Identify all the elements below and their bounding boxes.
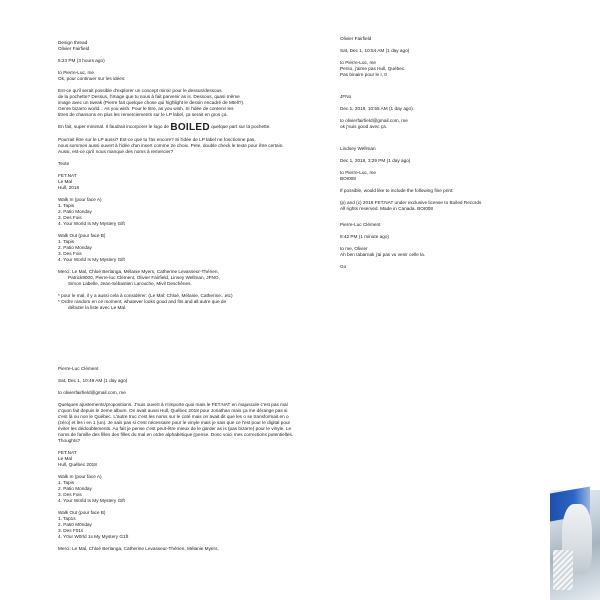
body-line: Thoughts? <box>58 438 81 443</box>
email-pierre-luc <box>58 366 330 552</box>
body-line: de la pochette? Dessus, l'image que tu nous à fait parvenir as is. Dessous, quasi même <box>58 94 240 99</box>
body-line: ok j'suis good avec ça. <box>340 124 388 129</box>
body-line: noms de famille des filles des filles du mal en ordre alphabétique j'pense. Donc voici mes corrections potentielles. <box>58 432 294 437</box>
body-line: titres de chansons en plus les remerciements sur le LP label, ça serait en gros ça. <box>58 112 228 117</box>
track: 2. Patio Monday <box>58 486 92 491</box>
note-line: * pour le mal, il y a aussi cela à considérer: (Le Mal: Chloé, Mélanie, Catherine...etc) <box>58 293 233 298</box>
body-line: Pas binaire pour le I, 0 <box>340 72 387 77</box>
track: 1. Tap1s <box>58 516 76 521</box>
album-place: Hull, 2018 <box>58 185 80 190</box>
track: 3. Des Fois <box>58 215 82 220</box>
track: 2. Patio Monday <box>58 209 92 214</box>
body-line: c'est là ou non le Québec. L'autre truc c'est les noms sur le coté mais on avait dit que les o se transformait en o <box>58 414 289 419</box>
timestamp: Sat, Dec 1, 10:49 AM (1 day ago) <box>58 378 128 383</box>
sender-name: Pierre-Luc Clément <box>58 366 99 371</box>
walk-out-title: Walk Out (pour face B) <box>58 233 106 238</box>
timestamp: 5:23 PM (3 hours ago) <box>58 58 105 63</box>
timestamp: Dec 1, 2018, 3:29 PM (1 day ago) <box>340 158 411 163</box>
walk-out-title: Walk Out (pour face B) <box>58 510 106 515</box>
boiled-post: quelque part sur la pochette. <box>211 124 271 129</box>
track: 4. Your World Is My Mystery Gift <box>58 221 125 226</box>
note-line: * Ordre random en ce moment, whatever looks good and fits and all autre que de <box>58 299 227 304</box>
track: 1. Tapis <box>58 239 75 244</box>
track: 3. Des Fois <box>58 251 82 256</box>
body-line: Perso, j'aime pas Hull, Québec. <box>340 66 406 71</box>
right-thread <box>340 36 585 270</box>
intro-text: Ok, pour continuer sur les idées: <box>58 76 126 81</box>
sender-name: Lindsey Wellman <box>340 146 376 151</box>
fine-print: (p) and (c) 2019 FET.NAT under exclusive license to Boiled Records <box>340 200 482 205</box>
recipients: to olivierfairfield@gmail.com, me <box>340 118 408 123</box>
body-line: Pourrait être sur le LP aussi? Est-ce que tu l'as encore? Si l'idée de LP label ne fonctionne pas, <box>58 137 256 142</box>
go-line: Go <box>340 264 347 269</box>
body-line: Est-ce qu'il serait possible d'explorer un concept miroir pour le dessus/dessous <box>58 88 222 93</box>
merci-line: Patrick9000, Pierre-luc Clément, Olivier Fairfield, Linsey Wellman, JFNO, <box>68 275 220 280</box>
boiled-line <box>58 124 330 131</box>
album-place: Hull, Québec 2018 <box>58 462 97 467</box>
sender-name: Olivier Fairfield <box>58 46 90 51</box>
boiled-pre: En fait, super minimal. Il faudrait incorporer le logo de <box>58 124 169 129</box>
track: 4. Your World Is My Mystery Gift <box>58 498 125 503</box>
body-line: image avec un tweak (Pierre fait quelque chose qui highlight le dessin encadré de Mtell?). <box>58 100 245 105</box>
track: 4. Your World Is My Mystery Gift <box>58 257 125 262</box>
body-line: If possible, would like to include the following fine print: <box>340 188 454 193</box>
body-line: Aussi, est-ce qu'il nous manque des noms à remercier? <box>58 149 174 154</box>
track: 2. Patio Monday <box>58 245 92 250</box>
boiled-logo: BOILED <box>170 122 210 133</box>
recipients: to Pierre-Luc, me <box>340 170 376 175</box>
subject: Design thread <box>58 40 88 45</box>
recipients: to olivierfairfield@gmail.com, me <box>58 390 126 395</box>
body-line: (zéro) et les i en 1 (un). Je sais pas si c'est nécessaire pour le vinyle mais je sais que ce l'est pour le digital pour <box>58 420 291 425</box>
walk-in-title: Walk In (pour face A) <box>58 474 102 479</box>
timestamp: Dec 1, 2018, 10:55 AM (1 day ago) <box>340 106 413 111</box>
walk-in-title: Walk In (pour face A) <box>58 197 102 202</box>
body-line: nous sommes aussi ouvert à l'idée d'un insert comme 2e choix. Pete, double check le texte pour être certain. <box>58 143 284 148</box>
sender-name: Pierre-Luc Clément <box>340 222 381 227</box>
timestamp: 8:42 PM (1 minute ago) <box>340 234 389 239</box>
body-line: Ah ben tabarnak j'ai pas vu venir celle la. <box>340 252 426 257</box>
track: 1. Tapis <box>58 203 75 208</box>
track: 2. Pati0 M0nday <box>58 522 92 527</box>
album-title: Le Mal <box>58 456 73 461</box>
sender-name: Olivier Fairfield <box>340 36 372 41</box>
album-artist: FET.NAT <box>58 450 77 455</box>
track: 4. Y0ur W0rld 1s My Mystery G1ft <box>58 534 129 539</box>
track: 3. Des F01s <box>58 528 84 533</box>
body-line: éviter les dédoublements. Au fait je pense c'est peut-être mieux de le garder as is (pas bizarre) pour le vinyle. Le <box>58 426 292 431</box>
email-olivier-design-thread <box>58 40 330 311</box>
body-line: Genre bizarro world... As you wish. Pour le titre, as you wish. Si l'idée de contenir les <box>58 106 234 111</box>
timestamp: Sat, Dec 1, 10:54 AM (1 day ago) <box>340 48 410 53</box>
photo-hatch <box>553 550 573 590</box>
body-line: c'quon fait depuis le 2eme album. On avait aussi Hull, Québec 2018 pour Jonathan mais ça me dérange pas si <box>58 408 288 413</box>
track: 3. Des Fois <box>58 492 82 497</box>
catalog-code: BOI008 <box>340 176 356 181</box>
album-artist: FET.NAT <box>58 173 77 178</box>
sender-name: JFNo <box>340 94 352 99</box>
recipients: to Pierre-Luc, me <box>58 70 94 75</box>
body-line: Quelques ajustements/propositions. J'suis ouvert à n'importe quoi mais le FET.NAT en majuscule c'est pas mal <box>58 402 288 407</box>
merci-line: Merci: Le Mal, Chloé Berlanga, Catherine Levasseur-Thérien, Mélanie Myers, <box>58 546 219 551</box>
recipients: to me, Olivier <box>340 246 368 251</box>
photo-fragment-image <box>550 490 600 600</box>
recipients: to Pierre-Luc, me <box>340 60 376 65</box>
track: 1. Tapis <box>58 480 75 485</box>
note-line: débuter la liste avec Le Mal. <box>68 305 127 310</box>
merci-line: Merci: Le Mal, Chloé Berlanga, Mélanie Myers, Catherine Levasseur-Thérien, <box>58 269 219 274</box>
texte-label: Texte <box>58 161 70 166</box>
fine-print: All rights reserved. Made in Canada. BOI008 <box>340 206 434 211</box>
merci-line: Simon Labelle, Jean-Sébastien Larouche, Mivil Deschênes. <box>68 281 192 286</box>
album-title: Le Mal <box>58 179 73 184</box>
